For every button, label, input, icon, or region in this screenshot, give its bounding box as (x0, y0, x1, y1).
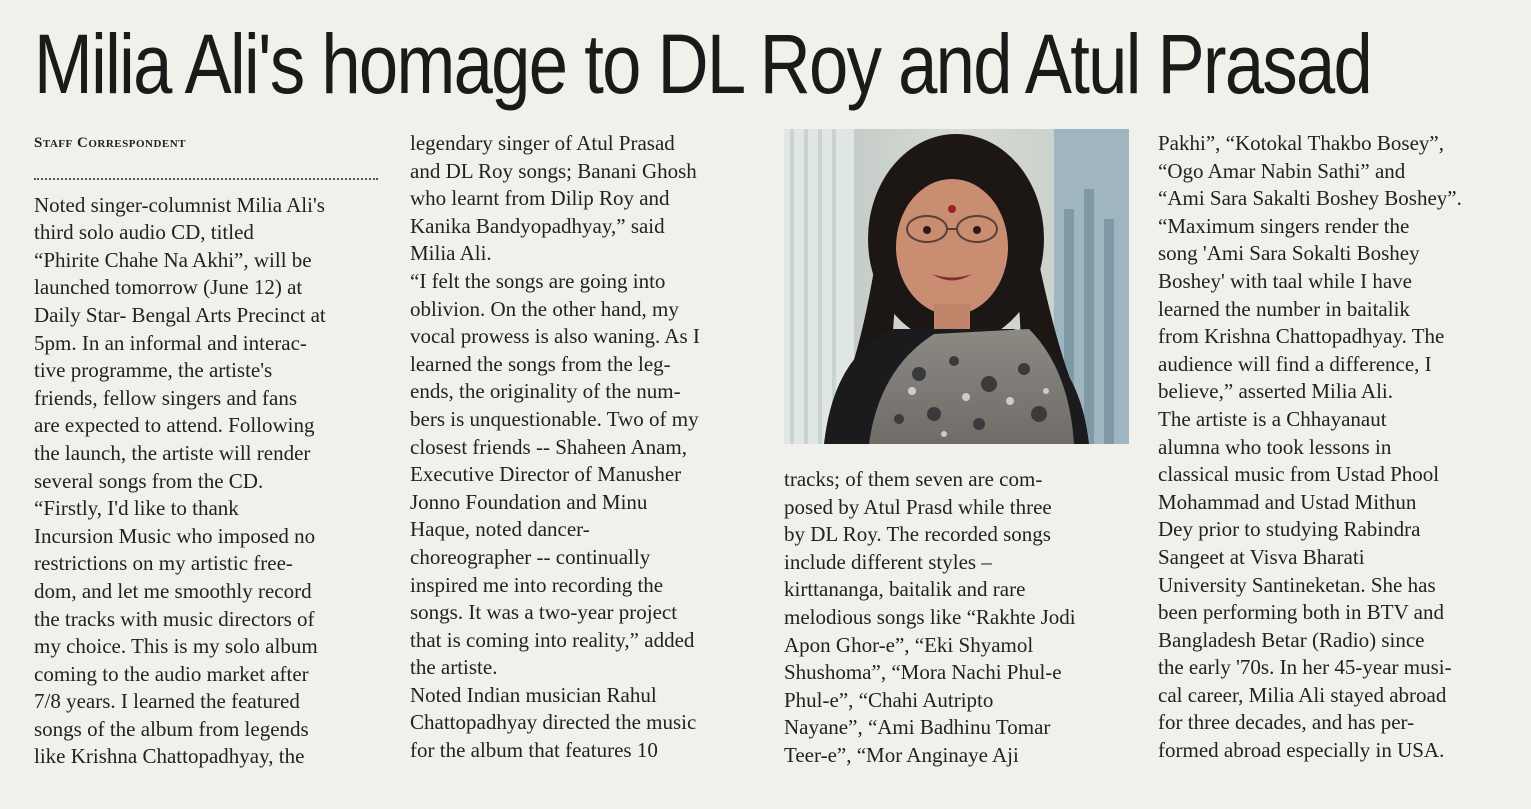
article-line: include different styles – (784, 549, 992, 574)
article-line: Sangeet at Visva Bharati (1158, 544, 1365, 569)
article-line: learned the songs from the leg- (410, 351, 671, 376)
article-line: ends, the originality of the num- (410, 379, 681, 404)
article-line: are expected to attend. Following (34, 413, 315, 438)
article-line: and DL Roy songs; Banani Ghosh (410, 158, 697, 183)
article-line: like Krishna Chattopadhyay, the (34, 744, 305, 769)
article-line: friends, fellow singers and fans (34, 385, 298, 410)
article-line: for the album that features 10 (410, 738, 658, 763)
article-line: kirttananga, baitalik and rare (784, 577, 1026, 602)
article-line: Bangladesh Betar (Radio) since (1158, 627, 1425, 652)
article-line: Teer-e”, “Mor Anginaye Aji (784, 742, 1019, 767)
article-line: “I felt the songs are going into (410, 268, 666, 293)
article-line: from Krishna Chattopadhyay. The (1158, 324, 1445, 349)
article-line: “Firstly, I'd like to thank (34, 496, 239, 521)
article-line: launched tomorrow (June 12) at (34, 275, 303, 300)
article-line: dom, and let me smoothly record (34, 578, 312, 603)
article-line: Apon Ghor-e”, “Eki Shyamol (784, 632, 1034, 657)
byline: Staff Correspondent (34, 135, 187, 151)
article-line: learned the number in baitalik (1158, 296, 1410, 321)
article-line: “Phirite Chahe Na Akhi”, will be (34, 247, 312, 272)
article-line: Haque, noted dancer- (410, 517, 590, 542)
article-line: restrictions on my artistic free- (34, 551, 293, 576)
article-line: formed abroad especially in USA. (1158, 738, 1445, 763)
article-line: 7/8 years. I learned the featured (34, 689, 300, 714)
article-line: “Maximum singers render the (1158, 213, 1410, 238)
article-line: melodious songs like “Rakhte Jodi (784, 604, 1076, 629)
article-line: the early '70s. In her 45-year musi- (1158, 655, 1452, 680)
article-line: The artiste is a Chhayanaut (1158, 406, 1387, 431)
article-line: vocal prowess is also waning. As I (410, 324, 700, 349)
article-line: 5pm. In an informal and interac- (34, 330, 307, 355)
article-column-1 (34, 130, 378, 771)
article-line: “Ami Sara Sakalti Boshey Boshey”. (1158, 186, 1462, 211)
article-line: Boshey' with taal while I have (1158, 268, 1412, 293)
article-line: Pakhi”, “Kotokal Thakbo Bosey”, (1158, 131, 1444, 155)
article-line: “Ogo Amar Nabin Sathi” and (1158, 158, 1406, 183)
article-line: songs. It was a two-year project (410, 600, 678, 625)
article-line: oblivion. On the other hand, my (410, 296, 679, 321)
article-line: Nayane”, “Ami Badhinu Tomar (784, 715, 1051, 740)
article-line: legendary singer of Atul Prasad (410, 131, 675, 155)
article-line: tracks; of them seven are com- (784, 467, 1043, 491)
article-line: closest friends -- Shaheen Anam, (410, 434, 688, 459)
article-line: Milia Ali. (410, 241, 492, 266)
portrait-photo-icon (784, 129, 1129, 444)
article-line: song 'Ami Sara Sokalti Boshey (1158, 241, 1420, 266)
article-line: Incursion Music who imposed no (34, 523, 316, 548)
article-line: the tracks with music directors of (34, 606, 315, 631)
article-line: coming to the audio market after (34, 661, 309, 686)
article-line: Noted Indian musician Rahul (410, 682, 657, 707)
article-line: songs of the album from legends (34, 716, 309, 741)
article-line: that is coming into reality,” added (410, 627, 695, 652)
article-line: been performing both in BTV and (1158, 600, 1444, 625)
article-line: alumna who took lessons in (1158, 434, 1392, 459)
article-line: bers is unquestionable. Two of my (410, 406, 699, 431)
article-line: who learnt from Dilip Roy and (410, 186, 670, 211)
article-line: Mohammad and Ustad Mithun (1158, 489, 1417, 514)
article-line: Noted singer-columnist Milia Ali's (34, 192, 325, 217)
article-line: Daily Star- Bengal Arts Precinct at (34, 302, 326, 327)
article-column-4 (1158, 130, 1462, 765)
article-line: posed by Atul Prasd while three (784, 494, 1052, 519)
article-line: third solo audio CD, titled (34, 220, 254, 245)
article-line: University Santineketan. She has (1158, 572, 1436, 597)
article-line: Kanika Bandyopadhyay,” said (410, 213, 665, 238)
article-line: Phul-e”, “Chahi Autripto (784, 687, 994, 712)
article-line: the launch, the artiste will render (34, 440, 311, 465)
article-line: inspired me into recording the (410, 572, 664, 597)
article-line: the artiste. (410, 655, 498, 680)
article-line: audience will find a difference, I (1158, 351, 1432, 376)
article-line: cal career, Milia Ali stayed abroad (1158, 682, 1447, 707)
headline: Milia Ali's homage to DL Roy and Atul Prasad (34, 17, 1372, 111)
article-column-3 (784, 466, 1076, 770)
article-line: Executive Director of Manusher (410, 462, 682, 487)
article-line: classical music from Ustad Phool (1158, 462, 1440, 487)
article-line: Shushoma”, “Mora Nachi Phul-e (784, 660, 1062, 685)
article-line: believe,” asserted Milia Ali. (1158, 379, 1394, 404)
article-line: tive programme, the artiste's (34, 358, 273, 383)
article-line: Dey prior to studying Rabindra (1158, 517, 1421, 542)
milia-ali-photo (784, 129, 1129, 444)
article-line: by DL Roy. The recorded songs (784, 522, 1051, 547)
article-line: choreographer -- continually (410, 544, 651, 569)
article-line: for three decades, and has per- (1158, 710, 1415, 735)
byline-divider (34, 158, 378, 180)
article-line: my choice. This is my solo album (34, 634, 318, 659)
article-line: several songs from the CD. (34, 468, 264, 493)
article-line: Jonno Foundation and Minu (410, 489, 648, 514)
article-column-2 (410, 130, 700, 765)
article-line: Chattopadhyay directed the music (410, 710, 697, 735)
